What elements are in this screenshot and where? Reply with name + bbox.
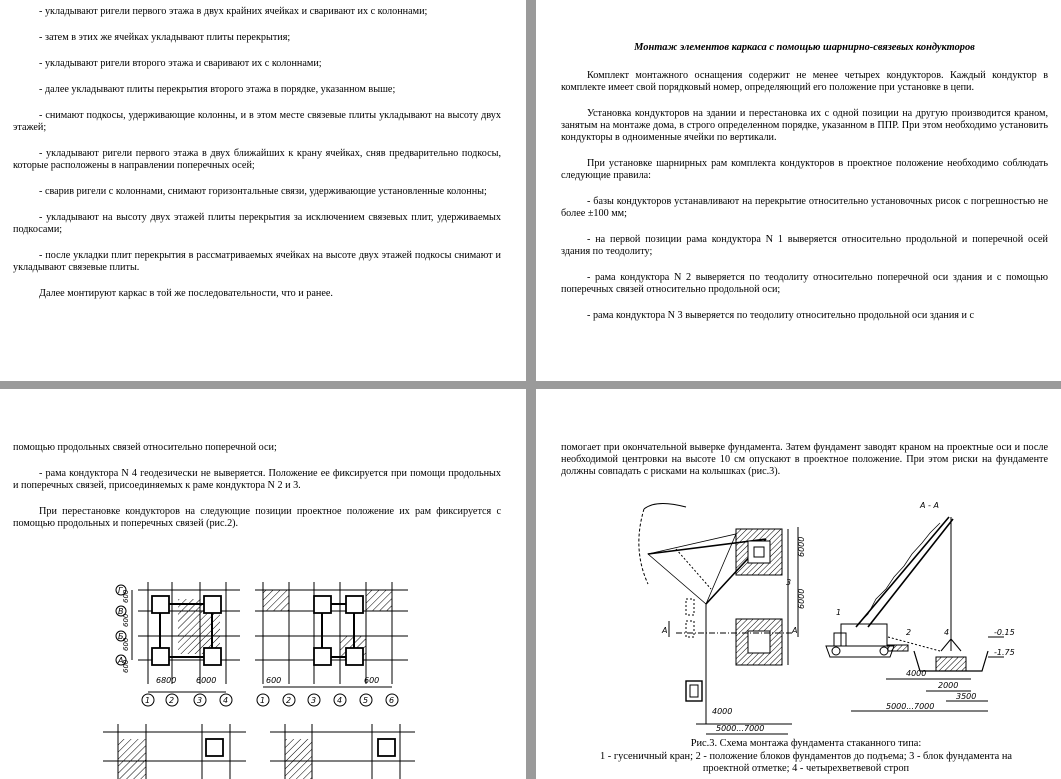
dimension-label: 6000 xyxy=(797,536,806,557)
dimension-label: 6800 xyxy=(156,676,177,685)
paragraph: - рама кондуктора N 3 выверяется по теодолиту относительно продольной оси здания и с xyxy=(587,310,975,321)
paragraph: - снимают подкосы, удерживающие колонны, и в этом месте связевые плиты укладывают на высоту двух этажей; xyxy=(13,110,501,133)
row-dim: 600 xyxy=(122,659,130,673)
paragraph: Установка кондукторов на здании и перестановка их с одной позиции на другую производится краном, занятым на монтаже дома, в строго определенном порядке, указанном в ППР. При этом необходимо установить кондукторы в одноименные ячейки по вертикали. xyxy=(561,108,1048,143)
callout-label: 3 xyxy=(786,578,792,587)
dimension-label: 4000 xyxy=(906,669,927,678)
dimension-label: 600 xyxy=(266,676,282,685)
foundation-mounting-figure xyxy=(536,389,1061,779)
callout-label: 1 xyxy=(836,608,842,617)
callout-label: 4 xyxy=(944,628,950,637)
paragraph: помогает при окончательной выверке фундамента. Затем фундамент заводят краном на проектные оси и после необходимой центровки на высоте 10 см опускают в проектное положение. При этом риски на фундаменте должны совпадать с рисками на колышках (рис.3). xyxy=(561,442,1048,477)
paragraph: - укладывают ригели второго этажа и сваривают их с колоннами; xyxy=(39,58,322,69)
paragraph: - на первой позиции рама кондуктора N 1 выверяется относительно продольной и поперечной осей здания по теодолиту; xyxy=(561,234,1048,257)
col-number: 1 xyxy=(260,696,266,705)
col-number: 2 xyxy=(169,696,175,705)
col-number: 4 xyxy=(223,696,229,705)
dimension-label: 600 xyxy=(364,676,380,685)
row-marker: В xyxy=(118,607,124,616)
page-1 xyxy=(0,0,526,381)
page-2-text xyxy=(561,42,1048,336)
caption-legend: 1 - гусеничный кран; 2 - положение блоков фундаментов до подъема; 3 - блок фундамента на проектной отметке; 4 - четырехветвевой строп xyxy=(599,750,1013,774)
paragraph: - базы кондукторов устанавливают на перекрытие относительно установочных рисок с погрешностью не более ±100 мм; xyxy=(561,196,1048,219)
section-title: Монтаж элементов каркаса с помощью шарнирно-связевых кондукторов xyxy=(634,42,975,53)
row-marker: Г xyxy=(118,586,123,595)
dimension-label: 3500 xyxy=(956,692,977,701)
row-dim: 600 xyxy=(122,613,130,627)
section-marker: А xyxy=(662,626,668,635)
dimension-label: 6000 xyxy=(797,588,806,609)
level-mark: -0.15 xyxy=(994,628,1015,637)
col-number: 4 xyxy=(337,696,343,705)
conductor-scheme-figure xyxy=(0,389,526,779)
paragraph: - далее укладывают плиты перекрытия второго этажа в порядке, указанном выше; xyxy=(39,84,396,95)
col-number: 3 xyxy=(311,696,317,705)
section-label: А - А xyxy=(920,501,939,510)
dimension-label: 4000 xyxy=(712,707,733,716)
paragraph: Комплект монтажного оснащения содержит не менее четырех кондукторов. Каждый кондуктор в комплекте имеет свой порядковый номер, определяющий его положение при установке в цепи. xyxy=(561,70,1048,93)
page-4 xyxy=(536,389,1061,779)
col-number: 2 xyxy=(286,696,292,705)
paragraph: - укладывают на высоту двух этажей плиты перекрытия за исключением связевых плит, удерживаемых подкосами; xyxy=(13,212,501,235)
paragraph: - после укладки плит перекрытия в рассматриваемых ячейках на высоте двух этажей подкосы снимают и укладывают связевые плиты. xyxy=(13,250,501,273)
paragraph: - рама кондуктора N 4 геодезически не выверяется. Положение ее фиксируется при помощи продольных и поперечных связей, присоединяемых к раме кондуктора N 2 и 3. xyxy=(13,468,501,491)
page-2 xyxy=(536,0,1061,381)
col-number: 5 xyxy=(363,696,369,705)
paragraph: При установке шарнирных рам комплекта кондукторов в проектное положение необходимо соблюдать следующие правила: xyxy=(561,158,1048,181)
row-marker: А xyxy=(118,656,124,665)
level-mark: -1.75 xyxy=(994,648,1015,657)
grid-left xyxy=(132,582,240,692)
col-number: 1 xyxy=(145,696,151,705)
row-dim: 600 xyxy=(122,637,130,651)
row-dim: 600 xyxy=(122,589,130,603)
dimension-label: 5000...7000 xyxy=(886,702,935,711)
crawler-crane-elevation xyxy=(826,517,1004,711)
grid-right xyxy=(255,582,408,687)
section-marker: А xyxy=(792,626,798,635)
paragraph: - укладывают ригели первого этажа в двух крайних ячейках и сваривают их с колоннами; xyxy=(39,6,428,17)
paragraph: При перестановке кондукторов на следующие позиции проектное положение их рам фиксируется с помощью продольных и поперечных связей (рис.2). xyxy=(13,506,501,529)
grid-lower xyxy=(103,724,415,779)
page-3 xyxy=(0,389,526,779)
callout-label: 2 xyxy=(906,628,912,637)
paragraph: помощью продольных связей относительно поперечной оси; xyxy=(13,442,277,453)
paragraph: - сварив ригели с колоннами, снимают горизонтальные связи, удерживающие установленные колонны; xyxy=(39,186,487,197)
row-marker: Б xyxy=(118,632,124,641)
caption-title: Рис.3. Схема монтажа фундамента стаканного типа: xyxy=(690,738,922,749)
paragraph: - затем в этих же ячейках укладывают плиты перекрытия; xyxy=(39,32,291,43)
page-1-text xyxy=(13,6,501,314)
col-number: 6 xyxy=(389,696,395,705)
dimension-label: 5000...7000 xyxy=(716,724,765,733)
figure-caption xyxy=(576,738,1036,776)
paragraph: - рама кондуктора N 2 выверяется по теодолиту относительно поперечной оси здания и с помощью поперечных связей относительно продольной оси; xyxy=(561,272,1048,295)
paragraph: Далее монтируют каркас в той же последовательности, что и ранее. xyxy=(39,288,333,299)
dimension-label: 6000 xyxy=(196,676,217,685)
dimension-label: 2000 xyxy=(938,681,959,690)
col-number: 3 xyxy=(197,696,203,705)
paragraph: - укладывают ригели первого этажа в двух ближайших к крану ячейках, сняв предварительно подкосы, которые расположены в направлении поперечных осей; xyxy=(13,148,501,171)
